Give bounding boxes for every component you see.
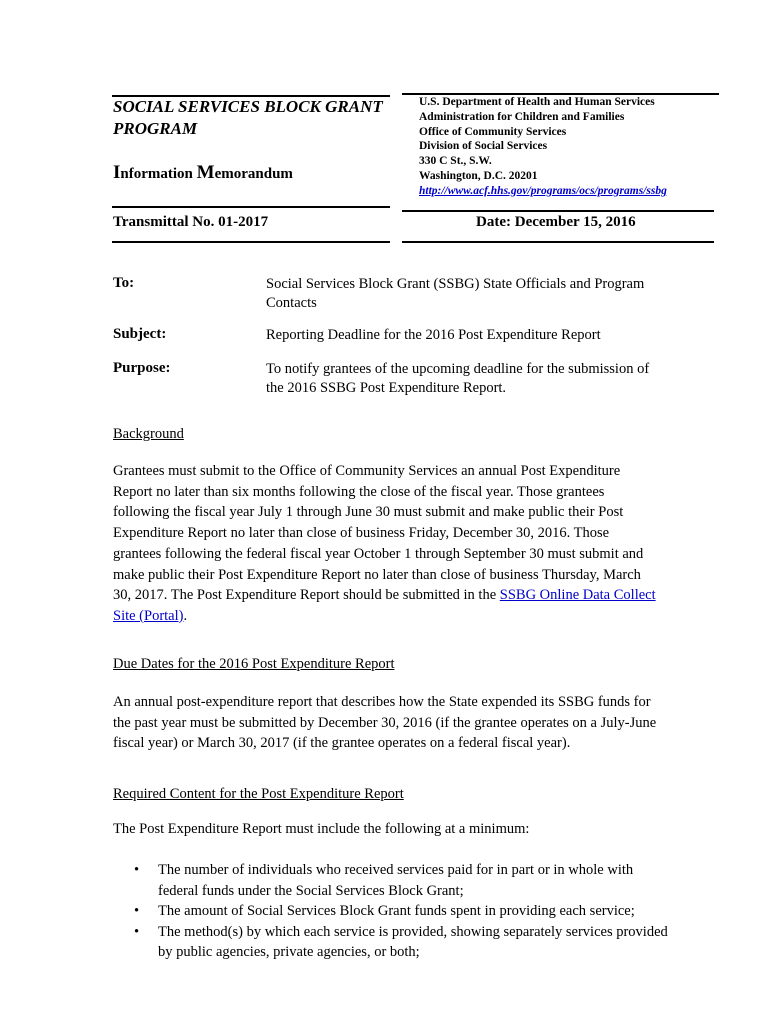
- list-item-text: The amount of Social Services Block Grant funds spent in providing each service;: [158, 903, 635, 919]
- list-item-text: The number of individuals who received services paid for in part or in whole with federal funds under the Social Services Block Grant;: [158, 862, 634, 899]
- purpose-label: Purpose:: [113, 360, 171, 376]
- ssbg-portal-link[interactable]: SSBG Online Data Collect Site (Portal): [113, 587, 656, 624]
- agency-line: 330 C St., S.W.: [419, 155, 492, 168]
- required-content-heading: Required Content for the Post Expenditure Report: [113, 786, 404, 802]
- agency-line: Washington, D.C. 20201: [419, 169, 538, 182]
- due-dates-paragraph: An annual post-expenditure report that describes how the State expended its SSBG funds for the past year must be submitted by December 30, 2016 (if the grantee operates on a July-June fiscal year) or March 30, 2017 (if the grantee operates on a federal fiscal year).: [113, 694, 657, 752]
- subject-value: Reporting Deadline for the 2016 Post Expenditure Report: [266, 327, 601, 343]
- header-mid-rule-right: [402, 210, 714, 212]
- subject-label: Subject:: [113, 326, 167, 342]
- memo-type-cap-m: M: [196, 162, 215, 183]
- required-content-intro: The Post Expenditure Report must include the following at a minimum:: [113, 821, 530, 837]
- background-text-end: .: [183, 607, 188, 624]
- bullet-icon: •: [134, 862, 140, 878]
- program-title: SOCIAL SERVICES BLOCK GRANT PROGRAM: [113, 97, 383, 138]
- list-item-text: The method(s) by which each service is provided, showing separately services provided by public agencies, private agencies, or both;: [158, 923, 668, 960]
- agency-line: Office of Community Services: [419, 125, 567, 138]
- agency-address: [419, 95, 719, 199]
- header-mid-rule-left: [112, 206, 390, 208]
- bullet-icon: •: [134, 923, 140, 940]
- memo-type-rest-1: nformation: [120, 166, 197, 182]
- transmittal-number: Transmittal No. 01-2017: [113, 214, 269, 230]
- to-value: Social Services Block Grant (SSBG) State Officials and Program Contacts: [266, 276, 645, 311]
- list-item: [113, 901, 673, 922]
- memo-type-rest-2: emorandum: [214, 166, 293, 182]
- to-label: To:: [113, 275, 135, 291]
- background-paragraph: [113, 461, 658, 627]
- header-bottom-rule-left: [112, 241, 390, 243]
- memo-type: [113, 162, 293, 184]
- agency-line: Division of Social Services: [419, 140, 548, 153]
- background-text: Grantees must submit to the Office of Community Services an annual Post Expenditure Report no later than six months following the close of the fiscal year. Those grantees following the fiscal year July 1 through June 30 must submit and make public their Post Expenditure Report no later than close of business Friday, December 30, 2016. Those grantees following the federal fiscal year October 1 through September 30 must submit and make public their Post Expenditure Report no later than close of business Thursday, March 30, 2017. The Post Expenditure Report should be submitted in the: [113, 463, 644, 604]
- required-content-list: [113, 860, 673, 963]
- header-bottom-rule-right: [402, 241, 714, 243]
- purpose-value: To notify grantees of the upcoming deadline for the submission of the 2016 SSBG Post Expenditure Report.: [266, 361, 650, 396]
- list-item: [113, 860, 673, 901]
- bullet-icon: •: [134, 903, 140, 919]
- memo-type-cap-i: I: [113, 162, 121, 183]
- due-dates-heading: Due Dates for the 2016 Post Expenditure Report: [113, 656, 395, 672]
- agency-website-link[interactable]: http://www.acf.hhs.gov/programs/ocs/programs/ssbg: [419, 184, 667, 197]
- background-heading: Background: [113, 426, 184, 442]
- memo-date: Date: December 15, 2016: [476, 214, 636, 230]
- agency-line: Administration for Children and Families: [419, 110, 625, 123]
- agency-line: U.S. Department of Health and Human Services: [419, 96, 655, 108]
- list-item: [113, 922, 673, 963]
